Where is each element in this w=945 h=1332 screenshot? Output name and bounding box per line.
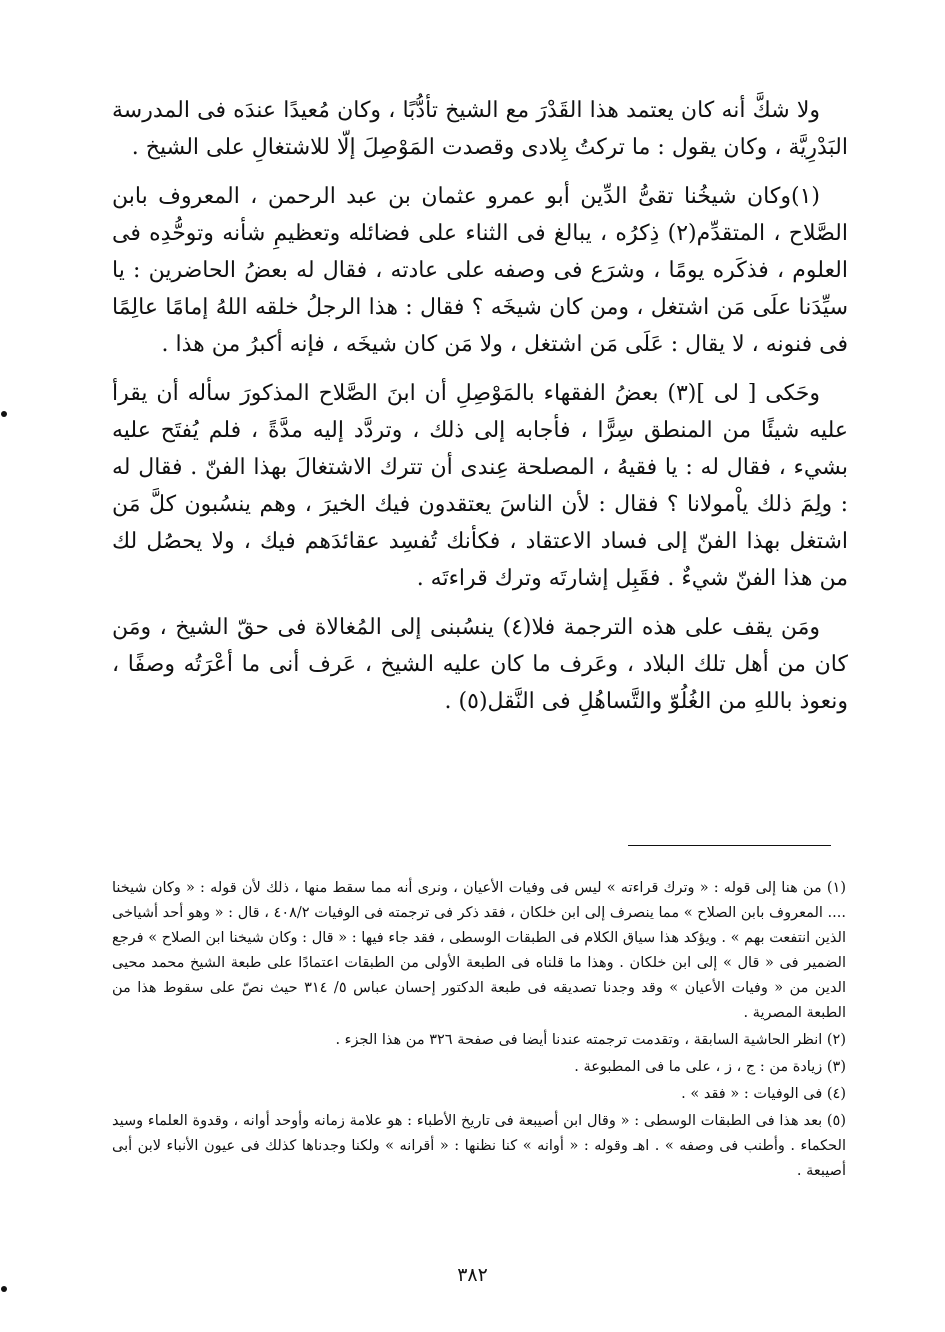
footnotes <box>112 876 846 1186</box>
paragraph: (١)وكان شيخُنا تقىُّ الدِّين أبو عمرو عثمان بن عبد الرحمن ، المعروف بابن الصَّلاح ، المتقدِّم(٢) ذِكرُه ، يبالغ فى الثناء على فضائله وتعظيمِ شأنه وتوحُّدِه فى العلوم ، فذكَره يومًا ، وشرَع فى وصفه على عادته ، فقال له بعضُ الحاضرين : يا سيِّدَنا علَى مَن اشتغل ، ومن كان شيخَه ؟ فقال : هذا الرجلُ خلقه اللهُ إمامًا عالِمًا فى فنونه ، لا يقال : عَلَى مَن اشتغل ، ولا مَن كان شيخَه ، فإنه أكبرُ من هذا . <box>112 184 848 357</box>
paragraph: ولا شكَّ أنه كان يعتمد هذا القَدْرَ مع الشيخ تأدُّبًا ، وكان مُعيدًا عندَه فى المدرسة البَدْرِيَّة ، وكان يقول : ما تركتُ بِلادى وقصدت المَوْصِلَ إلّا للاشتغالِ على الشيخ . <box>112 98 848 160</box>
paragraph: ومَن يقف على هذه الترجمة فلا(٤) ينسُبنى إلى المُغالاة فى حقّ الشيخ ، ومَن كان من أهل تلك البلاد ، وعَرف ما كان عليه الشيخ ، عَرف أنى ما أعْرَتُه وصفًا ، ونعوذ باللهِ من الغُلُوّ والتَّساهُلِ فى النَّقل(٥) . <box>112 615 848 714</box>
footnote-separator <box>628 845 831 846</box>
paragraph: وحَكى [ لى ](٣) بعضُ الفقهاء بالمَوْصِلِ أن ابنَ الصَّلاح المذكورَ سأله أن يقرأ عليه شيئًا من المنطق سِرًّا ، فأجابه إلى ذلك ، وتردَّد إليه مدَّةً ، فلم يُفتَح عليه بشيء ، فقال له : يا فقيهُ ، المصلحة عِندى أن تترك الاشتغالَ بهذا الفنّ . فقال له : ولِمَ ذلك ياْمولانا ؟ فقال : لأن الناسَ يعتقدون فيك الخيرَ ، وهم ينسُبون كلَّ مَن اشتغل بهذا الفنّ إلى فساد الاعتقاد ، فكأنك تُفسِد عقائدَهم فيك ، ولا يحصُل لك من هذا الفنّ شيءٌ . فقَبِل إشارتَه وترك قراءتَه . <box>112 381 848 591</box>
footnote: (١) من هنا إلى قوله : « وترك قراءته » ليس فى وفيات الأعيان ، ونرى أنه مما سقط منها ، ذلك لأن قوله : « وكان شيخنا .... المعروف بابن الصلاح » مما ينصرف إلى ابن خلكان ، فقد ذكر فى ترجمته فى الوفيات ٤٠٨/٢ ، قال : « وهو أحد أشياخى الذين انتفعت بهم » . ويؤكد هذا سياق الكلام فى الطبقات الوسطى ، فقد جاء فيها : « قال : وكان شيخنا ابن الصلاح » فرجع الضمير فى « قال » إلى ابن خلكان . وهذا ما قلناه فى الطبعة الأولى من الطبقات اعتمادًا على طبعة الشيخ محمد محيى الدين من « وفيات الأعيان » وقد وجدنا تصديقه فى طبعة الدكتور إحسان عباس ٥/ ٣١٤ حيث نصّ على سقوط هذا من الطبعة المصرية . <box>112 880 847 1021</box>
page-number: ٣٨٢ <box>457 1264 488 1286</box>
footnote: (٤) فى الوفيات : « فقد » . <box>681 1086 846 1102</box>
main-text <box>112 92 848 732</box>
scan-dot-mark <box>1 1286 7 1292</box>
footnote: (٥) بعد هذا فى الطبقات الوسطى : « وقال ابن أصيبعة فى تاريخ الأطباء : هو علامة زمانه وأوحد أوانه ، وقدوة العلماء وسيد الحكماء . وأطنب فى وصفه » . اهـ وقوله : « أوانه » كنا نظنها : « أقرانه » ولكنا وجدناها كذلك فى عيون الأنباء لابن أبى أصيبعة . <box>112 1113 846 1179</box>
footnote: (٣) زيادة من : ج ، ز ، على ما فى المطبوعة . <box>574 1059 846 1075</box>
footnote: (٢) انظر الحاشية السابقة ، وتقدمت ترجمته عندنا أيضا فى صفحة ٣٢٦ من هذا الجزء . <box>335 1032 846 1048</box>
scan-dot-mark <box>1 411 7 417</box>
